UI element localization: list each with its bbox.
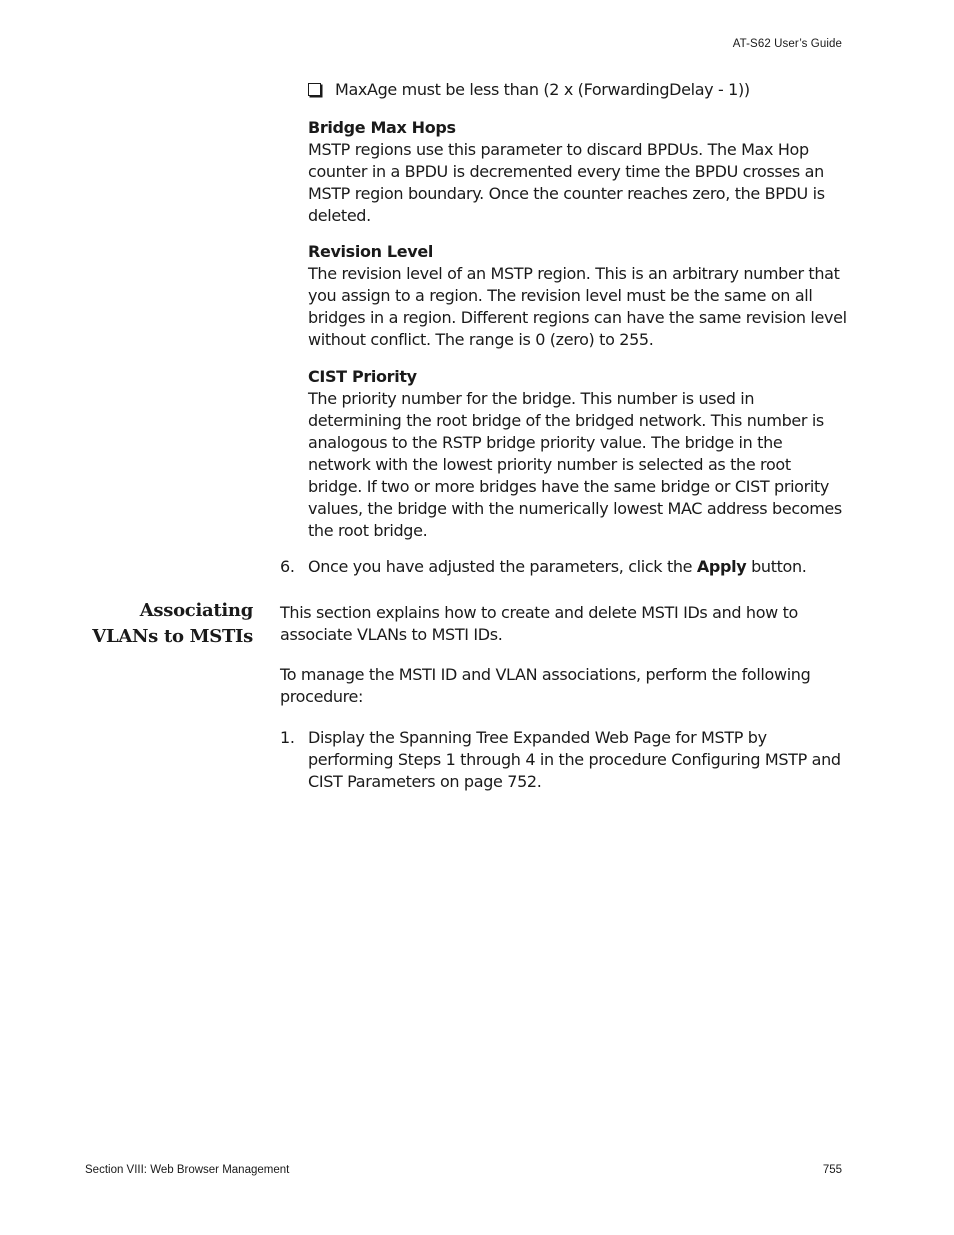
param-description: MSTP regions use this parameter to discard BPDUs. The Max Hop counter in a BPDU is decremented every time the BPDU crosses an MSTP region boundary. Once the counter reaches zero, the BPDU is deleted.: [308, 140, 825, 225]
footer-section-label: Section VIII: Web Browser Management: [85, 1164, 290, 1176]
section-intro: This section explains how to create and delete MSTI IDs and how to associate VLANs to MSTI IDs.: [280, 603, 798, 644]
running-header: AT-S62 User’s Guide: [732, 38, 842, 50]
section-heading-line-2: VLANs to MSTIs: [92, 626, 253, 647]
step-6: [280, 556, 850, 578]
step-text-before: Once you have adjusted the parameters, click the: [308, 557, 697, 576]
bullet-text: MaxAge must be less than (2 x (ForwardingDelay - 1)): [335, 80, 750, 99]
step-text: Display the Spanning Tree Expanded Web Page for MSTP by performing Steps 1 through 4 in the procedure Configuring MSTP and CIST Parameters on page 752.: [308, 728, 841, 791]
param-title: Bridge Max Hops: [308, 118, 456, 137]
procedure-intro: To manage the MSTI ID and VLAN associations, perform the following procedure:: [280, 665, 811, 706]
section-heading: [60, 598, 253, 650]
param-bridge-max-hops: [308, 117, 848, 227]
param-description: The revision level of an MSTP region. This is an arbitrary number that you assign to a region. The revision level must be the same on all bridges in a region. Different regions can have the same revision level without conflict. The range is 0 (zero) to 255.: [308, 264, 847, 349]
param-description: The priority number for the bridge. This number is used in determining the root bridge of the bridged network. This number is analogous to the RSTP bridge priority value. The bridge in the network with the lowest priority number is selected as the root bridge. If two or more bridges have the same bridge or CIST priority values, the bridge with the numerically lowest MAC address becomes the root bridge.: [308, 389, 842, 540]
section-heading-line-1: Associating: [139, 600, 253, 621]
param-title: CIST Priority: [308, 367, 417, 386]
step-number: 1.: [280, 728, 295, 747]
apply-button-reference: Apply: [696, 557, 747, 576]
param-title: Revision Level: [308, 242, 433, 261]
step-number: 6.: [280, 557, 295, 576]
step-1: [280, 727, 850, 793]
step-text: [308, 556, 850, 578]
param-cist-priority: [308, 366, 848, 542]
bullet-item: [308, 79, 848, 101]
param-revision-level: [308, 241, 848, 351]
checkbox-bullet-icon: [308, 83, 321, 96]
step-text-after: button.: [746, 557, 807, 576]
footer-page-number: 755: [822, 1164, 842, 1176]
